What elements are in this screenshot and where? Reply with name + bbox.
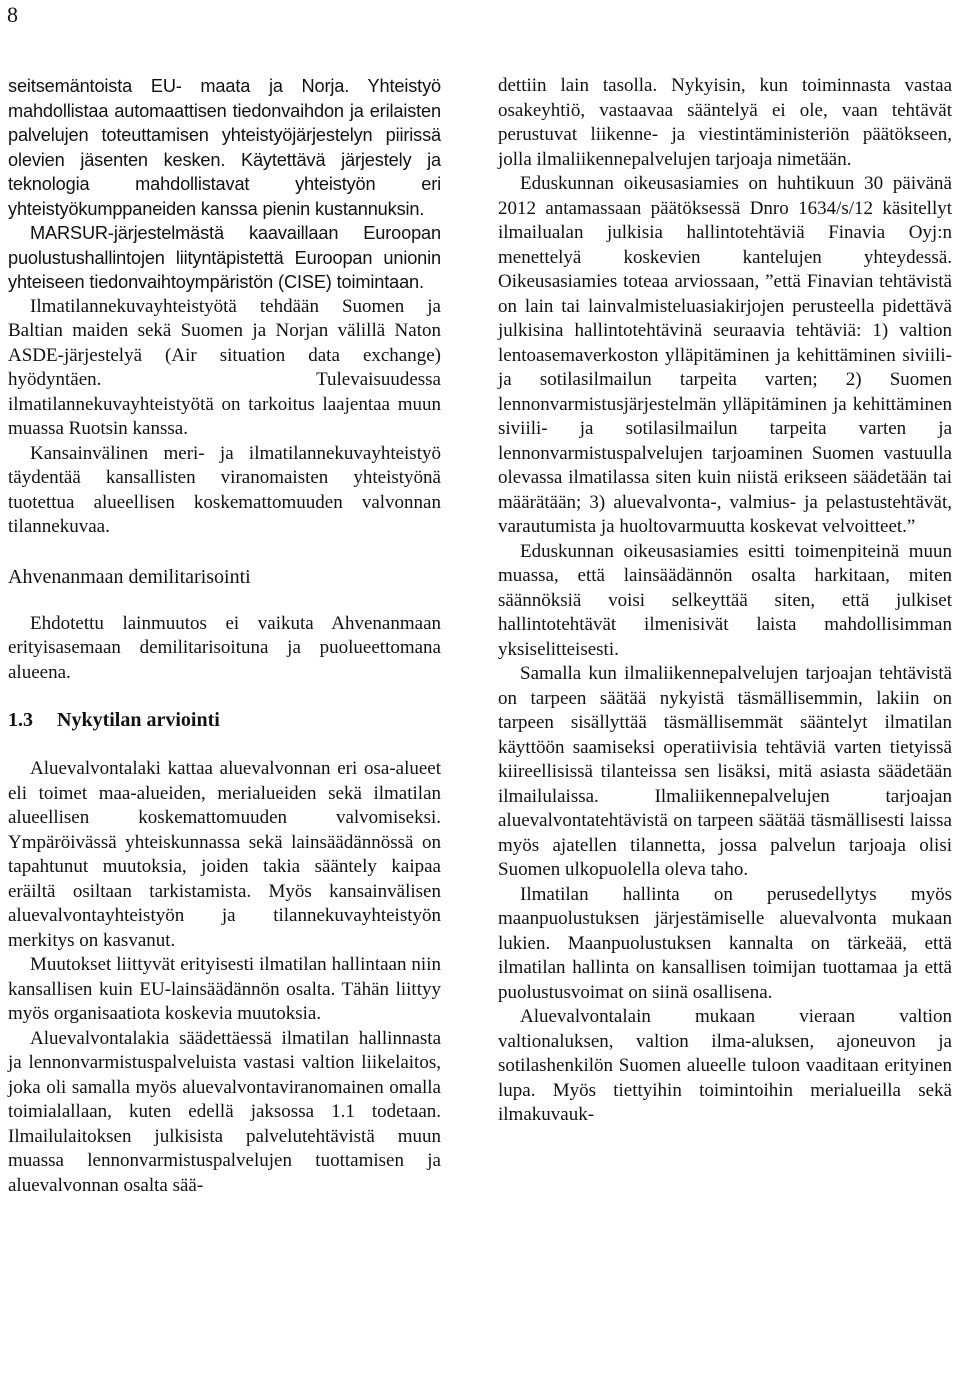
paragraph: Kansainvälinen meri- ja ilmatilannekuvayhteistyö täydentää kansallisten viranomaisten yhteistyönä tuotettua alueellisen koskemattomuuden valvonnan tilannekuvaa. — [8, 442, 441, 537]
paragraph: dettiin lain tasolla. Nykyisin, kun toiminnasta vastaa osakeyhtiö, vastaavaa sääntelyä ei ole, vaan tehtävät perustuvat liikenne- ja viestintäministeriön päätökseen, jolla ilmaliikennepalvelujen tarjoaja nimetään. — [498, 75, 952, 170]
paragraph: Aluevalvontalaki kattaa aluevalvonnan eri osa-alueet eli toimet maa-alueiden, merialueiden sekä ilmatilan alueellisen koskemattomuuden valvomiseksi. Ympäröivässä yhteiskunnassa sekä lainsäädännössä on tapahtunut muutoksia, joiden takia sääntely kaipaa eräiltä osiltaan tarkistamista. Myös kansainvälisen aluevalvontayhteistyön ja tilannekuvayhteistyön merkitys on kasvanut. — [8, 758, 441, 951]
paragraph: Muutokset liittyvät erityisesti ilmatilan hallintaan niin kansallisen kuin EU-lainsäädännön osalta. Tähän liittyy myös organisaatiota koskevia muutoksia. — [8, 954, 441, 1024]
section-title: Nykytilan arviointi — [57, 709, 220, 731]
paragraph: Ilmatilan hallinta on perusedellytys myös maanpuolustuksen järjestämiselle aluevalvonta mukaan lukien. Maanpuolustuksen kannalta on tärkeää, että ilmatilan hallinta on kansallisen toimijan tuottamaa ja että puolustusvoimat on siinä osallisena. — [498, 883, 952, 1003]
paragraph: seitsemäntoista EU- maata ja Norja. Yhteistyö mahdollistaa automaattisen tiedonvaihdon ja erilaisten palvelujen toteuttamisen yhteistyöjärjestelyn piirissä olevien jäsenten kesken. Käytettävä järjestely ja teknologia mahdollistavat yhteistyön eri yhteistyökumppaneiden kanssa pienin kustannuksin. — [8, 76, 441, 219]
paragraph-part: Ilmatilannekuvayhteistyötä tehdään Suomen ja Baltian maiden sekä Suomen ja Norjan välillä Naton ASDE-järjestelyä (Air situation data exchange) hyödyntäen. — [8, 295, 441, 390]
paragraph: Ehdotettu lainmuutos ei vaikuta Ahvenanmaan erityisasemaan demilitarisoituna ja puolueettomana alueena. — [8, 612, 441, 683]
section-heading — [8, 707, 441, 733]
left-column — [8, 74, 441, 1198]
paragraph: Eduskunnan oikeusasiamies esitti toimenpiteinä muun muassa, että lainsäädännön osalta harkitaan, miten säännöksiä voisi selkeyttää siten, että julkiset hallintotehtävät ilmenisivät laista mahdollisimman yksiselitteisesti. — [498, 540, 952, 660]
paragraph — [8, 295, 441, 442]
paragraph: MARSUR-järjestelmästä kaavaillaan Euroopan puolustushallintojen liityntäpistettä Euroopan unionin yhteiseen tiedonvaihtoympäristön (CISE) toimintaan. — [8, 223, 441, 292]
right-column — [498, 74, 952, 1128]
paragraph: Eduskunnan oikeusasiamies on huhtikuun 30 päivänä 2012 antamassaan päätöksessä Dnro 1634/s/12 käsitellyt ilmailualan julkisia hallintotehtäviä Finavia Oyj:n menettelyä koskevien kantelujen yhteydessä. Oikeusasiamies toteaa arviossaan, ”että Finavian tehtävistä on lain tai lainvalmisteluasiakirjojen perusteella pidettävä julkisina hallintotehtävinä seuraavia tehtäviä: 1) valtion lentoasemaverkoston ylläpitäminen ja kehittäminen siviili- ja sotilasilmailun tarpeita varten; 2) Suomen lennonvarmistusjärjestelmän ylläpitäminen ja kehittäminen siviili- ja sotilasilmailun tarpeita varten ja lennonvarmistuspalvelujen tarjoaminen Suomen vastuulla olevassa ilmatilassa siten kuin niistä erikseen säädetään tai määrätään; 3) aluevalvonta-, valmius- ja pelastustehtävät, varautumista ja huoltovarmuutta koskevat velvoitteet.” — [498, 173, 952, 537]
subsection-heading: Ahvenanmaan demilitarisointi — [8, 565, 251, 588]
section-number: 1.3 — [8, 709, 33, 731]
paragraph: Aluevalvontalain mukaan vieraan valtion valtionaluksen, valtion ilma-aluksen, ajoneuvon ja sotilashenkilön Suomen alueelle tuloon vaaditaan erityinen lupa. Myös tiettyihin toimintoihin merialueilla sekä ilmakuvauk- — [498, 1006, 952, 1125]
paragraph: Aluevalvontalakia säädettäessä ilmatilan hallinnasta ja lennonvarmistuspalveluista vastasi valtion liikelaitos, joka oli samalla myös aluevalvontaviranomainen omalla toimialallaan, kuten edellä jaksossa 1.1 todetaan. Ilmailulaitoksen julkisista palvelutehtävistä muun muassa lennonvarmistuspalvelujen tuottamisen ja aluevalvonnan osalta sää- — [8, 1027, 441, 1196]
paragraph: Samalla kun ilmaliikennepalvelujen tarjoajan tehtävistä on tarpeen säätää nykyistä täsmällisemmin, lakiin on tarpeen sisällyttää täsmällisemmät sääntelyt ilmatilan käyttöön saamiseksi operatiivisia tehtäviä varten tietyissä kiireellisissä tilanteissa sen lisäksi, mitä asiasta säädetään ilmailulaissa. Ilmaliikennepalvelujen tarjoajan aluevalvontatehtävistä on tarpeen säätää täsmällisesti laissa myös ajatellen tilannetta, jossa palvelun tarjoaja olisi Suomen ulkopuolella oleva taho. — [498, 663, 952, 880]
paragraph-part: Tulevaisuudessa ilmatilannekuvayhteistyötä on tarkoitus laajentaa muun muassa Ruotsin kanssa. — [8, 369, 441, 439]
page-number: 8 — [7, 2, 18, 27]
